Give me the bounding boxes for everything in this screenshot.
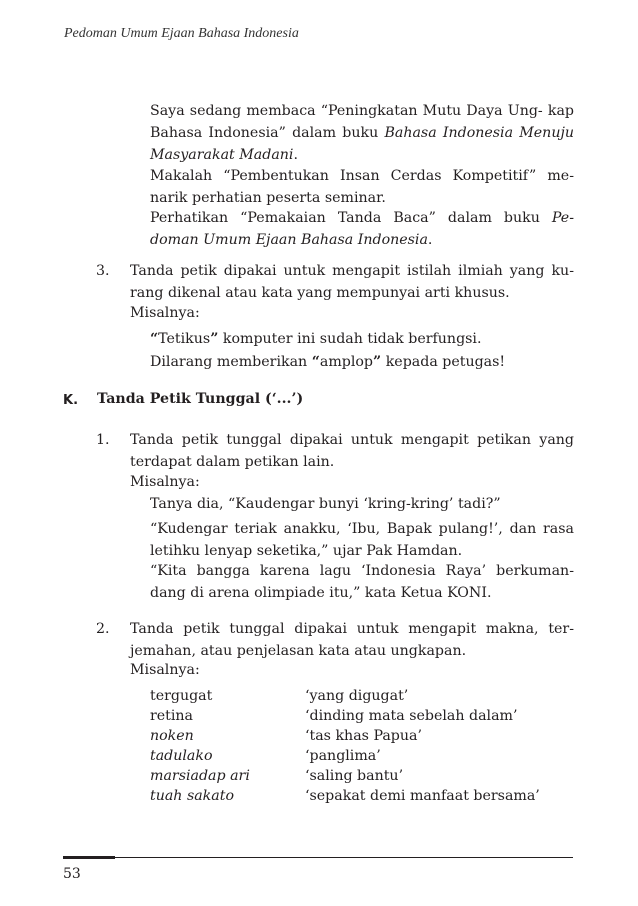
example-paragraph: Perhatikan “Pemakaian Tanda Baca” dalam buku Pe- doman Umum Ejaan Bahasa Indonesia. xyxy=(150,210,574,248)
rule-text: Tanda petik tunggal dipakai untuk mengapit makna, ter- jemahan, atau penjelasan kata atau ungkapan. xyxy=(130,621,574,659)
example-line: “Tetikus” komputer ini sudah tidak berfungsi. xyxy=(150,331,482,347)
term: noken xyxy=(150,728,194,744)
footer-rule xyxy=(63,857,573,858)
running-header: Pedoman Umum Ejaan Bahasa Indonesia xyxy=(64,26,299,41)
term: tadulako xyxy=(150,748,213,764)
page-number: 53 xyxy=(63,866,81,882)
term: marsiadap ari xyxy=(150,768,250,784)
example-paragraph: “Kita bangga karena lagu ‘Indonesia Raya’ berkuman- dang di arena olimpiade itu,” kata Ketua KONI. xyxy=(150,563,574,601)
example-label: Misalnya: xyxy=(130,305,200,321)
rule-text: Tanda petik tunggal dipakai untuk mengapit petikan yang terdapat dalam petikan lain. xyxy=(130,432,574,470)
term: tergugat xyxy=(150,688,213,704)
example-label: Misalnya: xyxy=(130,474,200,490)
meaning: ‘panglima’ xyxy=(305,748,381,764)
meaning: ‘dinding mata sebelah dalam’ xyxy=(305,708,518,724)
list-number: 1. xyxy=(96,432,110,448)
term: retina xyxy=(150,708,194,724)
rule-text: Tanda petik dipakai untuk mengapit istilah ilmiah yang ku- rang dikenal atau kata yang mempunyai arti khusus. xyxy=(130,263,574,301)
section-letter: K. xyxy=(63,393,79,408)
example-paragraph: Makalah “Pembentukan Insan Cerdas Kompetitif” me- narik perhatian peserta seminar. xyxy=(150,168,574,206)
meaning: ‘tas khas Papua’ xyxy=(305,728,422,744)
example-line: Dilarang memberikan “amplop” kepada petugas! xyxy=(150,354,506,370)
meaning: ‘sepakat demi manfaat bersama’ xyxy=(305,788,540,804)
section-title: Tanda Petik Tunggal (‘...’) xyxy=(97,391,304,407)
term: tuah sakato xyxy=(150,788,234,804)
example-label: Misalnya: xyxy=(130,662,200,678)
example-paragraph: “Kudengar teriak anakku, ‘Ibu, Bapak pulang!’, dan rasa letihku lenyap seketika,” ujar Pak Hamdan. xyxy=(150,521,574,559)
footer-rule-accent xyxy=(63,856,115,859)
example-paragraph: Saya sedang membaca “Peningkatan Mutu Daya Ung- kap Bahasa Indonesia” dalam buku Bahasa Indonesia Menuju Masyarakat Madani. xyxy=(150,103,574,163)
list-number: 2. xyxy=(96,621,110,637)
example-paragraph: Tanya dia, “Kaudengar bunyi ‘kring-kring’ tadi?” xyxy=(150,496,501,512)
meaning: ‘saling bantu’ xyxy=(305,768,404,784)
meaning: ‘yang digugat’ xyxy=(305,688,409,704)
list-number: 3. xyxy=(96,263,110,279)
